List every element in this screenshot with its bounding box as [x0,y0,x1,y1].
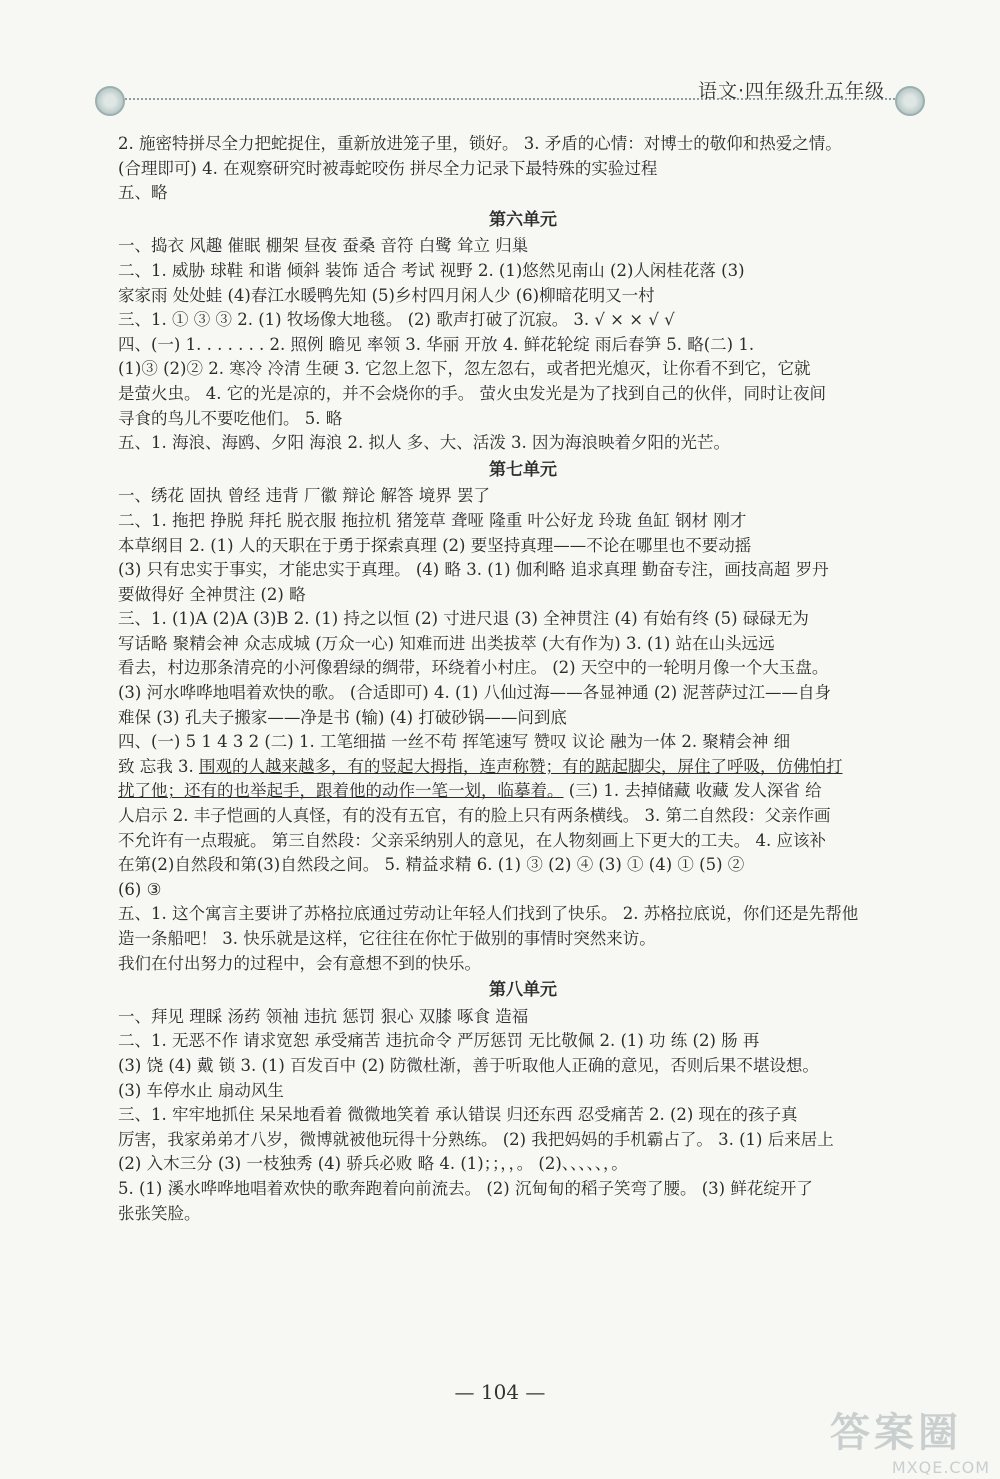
answer-line: 写话略 聚精会神 众志成城 (万众一心) 知难而进 出类拔萃 (大有作为) 3. (1) 站在山头远远 [118,633,775,653]
ornament-left-icon [95,86,125,116]
unit-heading: 第六单元 [489,209,557,230]
watermark-sub: MXQE.COM [891,1458,990,1477]
answer-line: 在第(2)自然段和第(3)自然段之间。 5. 精益求精 6. (1) ③ (2) ④ (3) ① (4) ① (5) ② [118,855,745,875]
answer-line: (3) 车停水止 扇动风生 [118,1080,284,1100]
answer-line: 三、1. (1)A (2)A (3)B 2. (1) 持之以恒 (2) 寸进尺退 (3) 全神贯注 (4) 有始有终 (5) 碌碌无为 [118,609,809,629]
answer-line [118,755,928,780]
answer-line: 一、绣花 固执 曾经 违背 厂徽 辩论 解答 境界 罢了 [118,486,490,506]
unit-heading: 第七单元 [489,459,557,480]
watermark-logo [830,1401,990,1477]
answer-line: 5. (1) 溪水哗哗地唱着欢快的歌奔跑着向前流去。 (2) 沉甸甸的稻子笑弯了腰。 (3) 鲜花绽开了 [118,1178,813,1198]
answer-line: 五、略 [118,183,168,203]
answer-line: 三、1. ① ③ ③ 2. (1) 牧场像大地毯。 (2) 歌声打破了沉寂。 3. √ × × √ √ [118,310,675,330]
answer-text: 致 忘我 3. [118,756,199,776]
underlined-text: 围观的人越来越多，有的竖起大拇指，连声称赞；有的踮起脚尖，屏住了呼吸，仿佛怕打 [198,756,843,776]
answer-line: 不允许有一点瑕疵。 第三自然段：父亲采纳别人的意见，在人物刻画上下更大的工夫。 4. 应该补 [118,830,826,850]
answer-line: 五、1. 海浪、海鸥、夕阳 海浪 2. 拟人 多、大、活泼 3. 因为海浪映着夕阳的光芒。 [118,433,730,453]
answer-line: 2. 施密特拼尽全力把蛇捉住，重新放进笼子里，锁好。 3. 矛盾的心情：对博士的敬仰和热爱之情。 [118,134,842,153]
answer-line: 二、1. 威胁 球鞋 和谐 倾斜 装饰 适合 考试 视野 2. (1)悠然见南山 (2)人闲桂花落 (3) [118,260,745,280]
underlined-text: 扰了他；还有的也举起手，跟着他的动作一笔一划，临摹着。 [118,781,564,801]
answer-line: 一、捣衣 风趣 催眠 棚架 昼夜 蚕桑 音符 白鹭 耸立 归巢 [118,236,529,256]
answer-line: (1)③ (2)② 2. 寒冷 冷清 生硬 3. 它忽上忽下，忽左忽右，或者把光熄灭，让你看不到它，它就 [118,359,811,379]
answer-line: 我们在付出努力的过程中，会有意想不到的快乐。 [118,953,481,973]
answer-line: 难保 (3) 孔夫子搬家——净是书 (输) (4) 打破砂锅——问到底 [118,707,567,727]
header-title: 语文·四年级升五年级 [697,80,885,102]
page-number: — 104 — [454,1380,546,1404]
ornament-right-icon [895,86,925,116]
answer-line: (合理即可) 4. 在观察研究时被毒蛇咬伤 拼尽全力记录下最特殊的实验过程 [118,158,658,178]
answer-line: 四、(一) 1. . . . . . . 2. 照例 瞻见 率领 3. 华丽 开放 4. 鲜花轮绽 雨后春笋 5. 略(二) 1. [118,334,755,354]
answer-line: 本草纲目 2. (1) 人的天职在于勇于探索真理 (2) 要坚持真理——不论在哪里也不要动摇 [118,535,752,555]
answer-line: 二、1. 无恶不作 请求宽恕 承受痛苦 违抗命令 严厉惩罚 无比敬佩 2. (1) 功 练 (2) 肠 再 [118,1031,760,1051]
answer-line: 造一条船吧！ 3. 快乐就是这样，它往往在你忙于做别的事情时突然来访。 [118,929,656,948]
answer-line: 寻食的鸟儿不要吃他们。 5. 略 [118,408,343,428]
answer-line: 四、(一) 5 1 4 3 2 (二) 1. 工笔细描 一丝不苟 挥笔速写 赞叹 议论 融为一体 2. 聚精会神 细 [118,732,791,752]
watermark-main: 答案圈 [830,1410,962,1456]
unit-heading: 第八单元 [489,980,557,1001]
answer-line: 厉害，我家弟弟才八岁，微博就被他玩得十分熟练。 (2) 我把妈妈的手机霸占了。 3. (1) 后来居上 [118,1129,834,1149]
answer-text: (三) 1. 去掉储藏 收藏 发人深省 给 [563,781,822,801]
answer-line: (3) 只有忠实于事实，才能忠实于真理。 (4) 略 3. (1) 伽利略 追求真理 勤奋专注，画技高超 罗丹 [118,560,829,580]
answer-line: 张张笑脸。 [118,1203,201,1223]
answer-line: 要做得好 全神贯注 (2) 略 [118,584,306,604]
answer-line: 三、1. 牢牢地抓住 呆呆地看着 微微地笑着 承认错误 归还东西 忍受痛苦 2. (2) 现在的孩子真 [118,1105,798,1125]
answer-line: 人启示 2. 丰子恺画的人真怪，有的没有五官，有的脸上只有两条横线。 3. 第二自然段：父亲作画 [118,806,831,826]
answer-line: (6) ③ [118,879,162,899]
answer-line: 五、1. 这个寓言主要讲了苏格拉底通过劳动让年轻人们找到了快乐。 2. 苏格拉底说，你们还是先帮他 [118,904,859,924]
answer-line: 家家雨 处处蛙 (4)春江水暖鸭先知 (5)乡村四月闲人少 (6)柳暗花明又一村 [118,285,655,305]
answer-content [118,132,928,1226]
answer-line: (3) 饶 (4) 戴 锁 3. (1) 百发百中 (2) 防微杜渐，善于听取他人正确的意见，否则后果不堪设想。 [118,1055,819,1075]
answer-line: (3) 河水哗哗地唱着欢快的歌。 (合适即可) 4. (1) 八仙过海——各显神通 (2) 泥菩萨过江——自身 [118,683,831,703]
answer-line: (2) 入木三分 (3) 一枝独秀 (4) 骄兵必败 略 4. (1)；；，，。 (2)、、、、、，。 [118,1154,628,1174]
page-header [95,68,925,118]
answer-line: 一、拜见 理睬 汤药 领袖 违抗 惩罚 狠心 双膝 啄食 造福 [118,1006,529,1026]
answer-line: 二、1. 拖把 挣脱 拜托 脱衣服 拖拉机 猪笼草 聋哑 隆重 叶公好龙 玲珑 鱼缸 钢材 刚才 [118,510,747,530]
answer-line [118,779,928,804]
answer-line: 看去，村边那条清亮的小河像碧绿的绸带，环绕着小村庄。 (2) 天空中的一轮明月像一个大玉盘。 [118,658,829,678]
answer-line: 是萤火虫。 4. 它的光是凉的，并不会烧你的手。 萤火虫发光是为了找到自己的伙伴，同时让夜间 [118,383,826,403]
